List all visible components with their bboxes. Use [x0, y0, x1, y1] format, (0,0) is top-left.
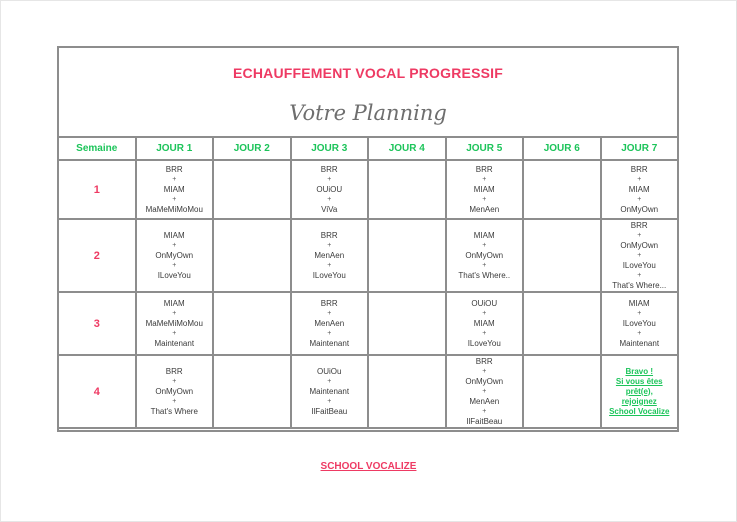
final-message-line: School Vocalize	[609, 406, 670, 416]
day-cell	[368, 219, 446, 292]
day-cell	[291, 160, 369, 219]
exercise-item: MIAM	[473, 230, 495, 240]
exercise-item: MIAM	[628, 298, 650, 308]
exercise-item: MenAen	[469, 396, 500, 406]
exercise-item: OnMyOwn	[465, 376, 504, 386]
day-cell	[291, 355, 369, 428]
header-jour-4: JOUR 4	[368, 137, 446, 160]
plus-sign: +	[637, 271, 642, 279]
exercise-item: MIAM	[473, 184, 495, 194]
exercise-item: Maintenant	[309, 386, 350, 396]
plus-sign: +	[637, 231, 642, 239]
exercise-item: ILoveYou	[622, 260, 656, 270]
exercise-item: MIAM	[473, 318, 495, 328]
day-cell	[601, 355, 679, 428]
plus-sign: +	[172, 377, 177, 385]
plus-sign: +	[482, 261, 487, 269]
plus-sign: +	[482, 329, 487, 337]
header-jour-7: JOUR 7	[601, 137, 679, 160]
exercise-item: BRR	[630, 220, 648, 230]
plus-sign: +	[172, 261, 177, 269]
exercise-item: MaMeMiMoMou	[145, 318, 203, 328]
plus-sign: +	[172, 309, 177, 317]
day-cell	[213, 355, 291, 428]
exercise-item: MaMeMiMoMou	[145, 204, 203, 214]
header-jour-1: JOUR 1	[136, 137, 214, 160]
exercise-item: That's Where	[150, 406, 198, 416]
header-row	[58, 137, 678, 160]
day-cell	[368, 355, 446, 428]
week-number: 3	[58, 292, 136, 355]
final-message-line: Si vous êtes	[615, 376, 663, 386]
exercise-item: MIAM	[163, 230, 185, 240]
plus-sign: +	[172, 241, 177, 249]
header-jour-5: JOUR 5	[446, 137, 524, 160]
plus-sign: +	[637, 175, 642, 183]
exercise-item: OnMyOwn	[155, 250, 194, 260]
day-cell	[523, 160, 601, 219]
exercise-item: OUiOu	[317, 366, 342, 376]
plus-sign: +	[172, 195, 177, 203]
day-cell	[213, 219, 291, 292]
exercise-item: MIAM	[163, 184, 185, 194]
exercise-item: BRR	[320, 164, 338, 174]
exercise-item: Maintenant	[619, 338, 660, 348]
week-number: 2	[58, 219, 136, 292]
day-cell	[601, 292, 679, 355]
exercise-item: OnMyOwn	[620, 240, 659, 250]
plus-sign: +	[172, 329, 177, 337]
plus-sign: +	[327, 175, 332, 183]
exercise-item: OnMyOwn	[620, 204, 659, 214]
day-cell	[136, 292, 214, 355]
day-cell	[291, 292, 369, 355]
plus-sign: +	[637, 251, 642, 259]
day-cell	[291, 219, 369, 292]
day-cell	[368, 160, 446, 219]
day-cell	[368, 292, 446, 355]
day-cell	[601, 219, 679, 292]
day-cell	[136, 355, 214, 428]
exercise-item: BRR	[320, 230, 338, 240]
exercise-item: MIAM	[163, 298, 185, 308]
exercise-item: Maintenant	[154, 338, 195, 348]
week-row	[58, 355, 678, 428]
plus-sign: +	[482, 175, 487, 183]
exercise-item: OnMyOwn	[155, 386, 194, 396]
exercise-item: BRR	[630, 164, 648, 174]
exercise-item: OnMyOwn	[465, 250, 504, 260]
plus-sign: +	[327, 261, 332, 269]
plus-sign: +	[172, 397, 177, 405]
week-row	[58, 160, 678, 219]
planning-card	[57, 46, 679, 432]
day-cell	[446, 160, 524, 219]
exercise-item: BRR	[475, 356, 493, 366]
planning-subtitle: Votre Planning	[289, 101, 447, 125]
exercise-item: BRR	[320, 298, 338, 308]
exercise-item: BRR	[165, 164, 183, 174]
school-vocalize-link[interactable]: SCHOOL VOCALIZE	[320, 461, 417, 472]
final-message-line: rejoignez	[621, 396, 657, 406]
day-cell	[446, 292, 524, 355]
exercise-item: BRR	[165, 366, 183, 376]
plus-sign: +	[327, 377, 332, 385]
exercise-item: ILoveYou	[157, 270, 191, 280]
plus-sign: +	[482, 241, 487, 249]
day-cell	[523, 355, 601, 428]
exercise-item: ILoveYou	[467, 338, 501, 348]
planning-table	[57, 136, 679, 429]
exercise-item: MenAen	[314, 318, 345, 328]
day-cell	[601, 160, 679, 219]
header-semaine: Semaine	[58, 137, 136, 160]
exercise-item: Maintenant	[309, 338, 350, 348]
exercise-item: MenAen	[469, 204, 500, 214]
final-message-link[interactable]	[602, 367, 678, 417]
day-cell	[136, 160, 214, 219]
header-jour-6: JOUR 6	[523, 137, 601, 160]
plus-sign: +	[482, 309, 487, 317]
day-cell	[213, 160, 291, 219]
exercise-item: ViVa	[321, 204, 338, 214]
week-row	[58, 219, 678, 292]
day-cell	[213, 292, 291, 355]
plus-sign: +	[327, 241, 332, 249]
plus-sign: +	[327, 329, 332, 337]
plus-sign: +	[482, 387, 487, 395]
day-cell	[523, 219, 601, 292]
exercise-item: OUiOU	[316, 184, 343, 194]
exercise-item: OUiOU	[471, 298, 498, 308]
exercise-item: MIAM	[628, 184, 650, 194]
exercise-item: IlFaitBeau	[466, 416, 503, 426]
page-title: ECHAUFFEMENT VOCAL PROGRESSIF	[232, 65, 503, 81]
plus-sign: +	[327, 397, 332, 405]
exercise-item: ILoveYou	[622, 318, 656, 328]
plus-sign: +	[482, 195, 487, 203]
plus-sign: +	[327, 309, 332, 317]
day-cell	[446, 355, 524, 428]
day-cell	[136, 219, 214, 292]
plus-sign: +	[637, 329, 642, 337]
exercise-item: That's Where...	[612, 280, 667, 290]
final-message-line: Bravo !	[625, 366, 654, 376]
plus-sign: +	[637, 195, 642, 203]
week-number: 4	[58, 355, 136, 428]
plus-sign: +	[482, 367, 487, 375]
header-jour-2: JOUR 2	[213, 137, 291, 160]
exercise-item: MenAen	[314, 250, 345, 260]
plus-sign: +	[637, 309, 642, 317]
day-cell	[446, 219, 524, 292]
plus-sign: +	[327, 195, 332, 203]
exercise-item: IlFaitBeau	[311, 406, 348, 416]
plus-sign: +	[172, 175, 177, 183]
exercise-item: That's Where..	[458, 270, 511, 280]
final-message-line: prêt(e),	[625, 386, 653, 396]
week-row	[58, 292, 678, 355]
exercise-item: ILoveYou	[312, 270, 346, 280]
header-jour-3: JOUR 3	[291, 137, 369, 160]
plus-sign: +	[482, 407, 487, 415]
day-cell	[523, 292, 601, 355]
week-number: 1	[58, 160, 136, 219]
exercise-item: BRR	[475, 164, 493, 174]
